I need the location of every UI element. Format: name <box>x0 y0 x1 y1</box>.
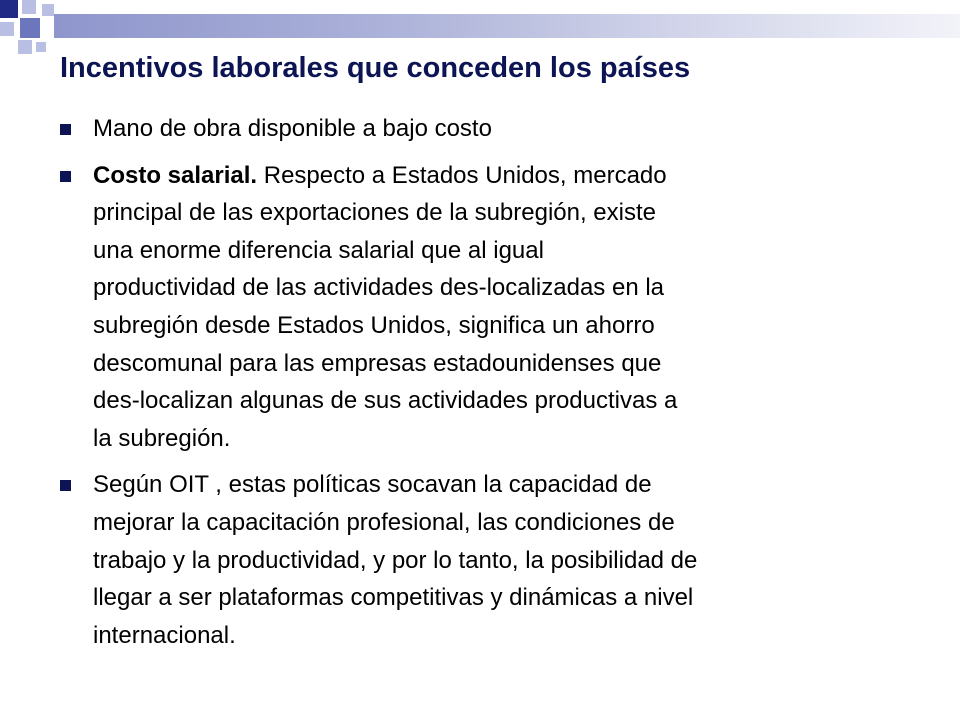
bullet-text-line: trabajo y la productividad, y por lo tanto, la posibilidad de <box>93 546 698 574</box>
bullet-text-line: la subregión. <box>93 424 231 452</box>
decor-square-light <box>0 22 14 36</box>
header-gradient-bar <box>54 14 960 38</box>
bullet-lead-term: Costo salarial. <box>93 161 258 189</box>
bullet-item <box>60 157 920 458</box>
bullet-list <box>60 110 920 654</box>
decor-square-light <box>22 0 36 14</box>
square-bullet-icon <box>60 480 71 491</box>
decor-square-light <box>36 42 46 52</box>
bullet-text-line: Según OIT , estas políticas socavan la capacidad de <box>93 471 652 499</box>
decor-square-light <box>18 40 32 54</box>
bullet-item <box>60 466 920 654</box>
header-decoration <box>0 0 960 60</box>
bullet-text-line: des-localizan algunas de sus actividades productivas a <box>93 387 678 415</box>
bullet-text-line <box>93 157 920 195</box>
bullet-text-line: llegar a ser plataformas competitivas y dinámicas a nivel <box>93 584 694 612</box>
decor-square-light <box>42 4 54 16</box>
decor-square-dark <box>0 0 18 18</box>
decor-square-mid <box>20 18 40 38</box>
bullet-text-line: internacional. <box>93 621 236 649</box>
bullet-text-line: mejorar la capacitación profesional, las condiciones de <box>93 508 675 536</box>
bullet-text-line: Mano de obra disponible a bajo costo <box>93 115 492 142</box>
bullet-text-line: productividad de las actividades des-localizadas en la <box>93 274 665 302</box>
bullet-text-line: descomunal para las empresas estadounidenses que <box>93 349 662 377</box>
bullet-text-line: principal de las exportaciones de la subregión, existe <box>93 199 657 227</box>
bullet-text-segment: Respecto a Estados Unidos, mercado <box>257 161 667 189</box>
square-bullet-icon <box>60 171 71 182</box>
slide-title: Incentivos laborales que conceden los países <box>60 52 691 84</box>
bullet-text-line: una enorme diferencia salarial que al igual <box>93 236 544 264</box>
bullet-item <box>60 110 920 148</box>
bullet-text-line: subregión desde Estados Unidos, significa un ahorro <box>93 311 655 339</box>
square-bullet-icon <box>60 124 71 135</box>
